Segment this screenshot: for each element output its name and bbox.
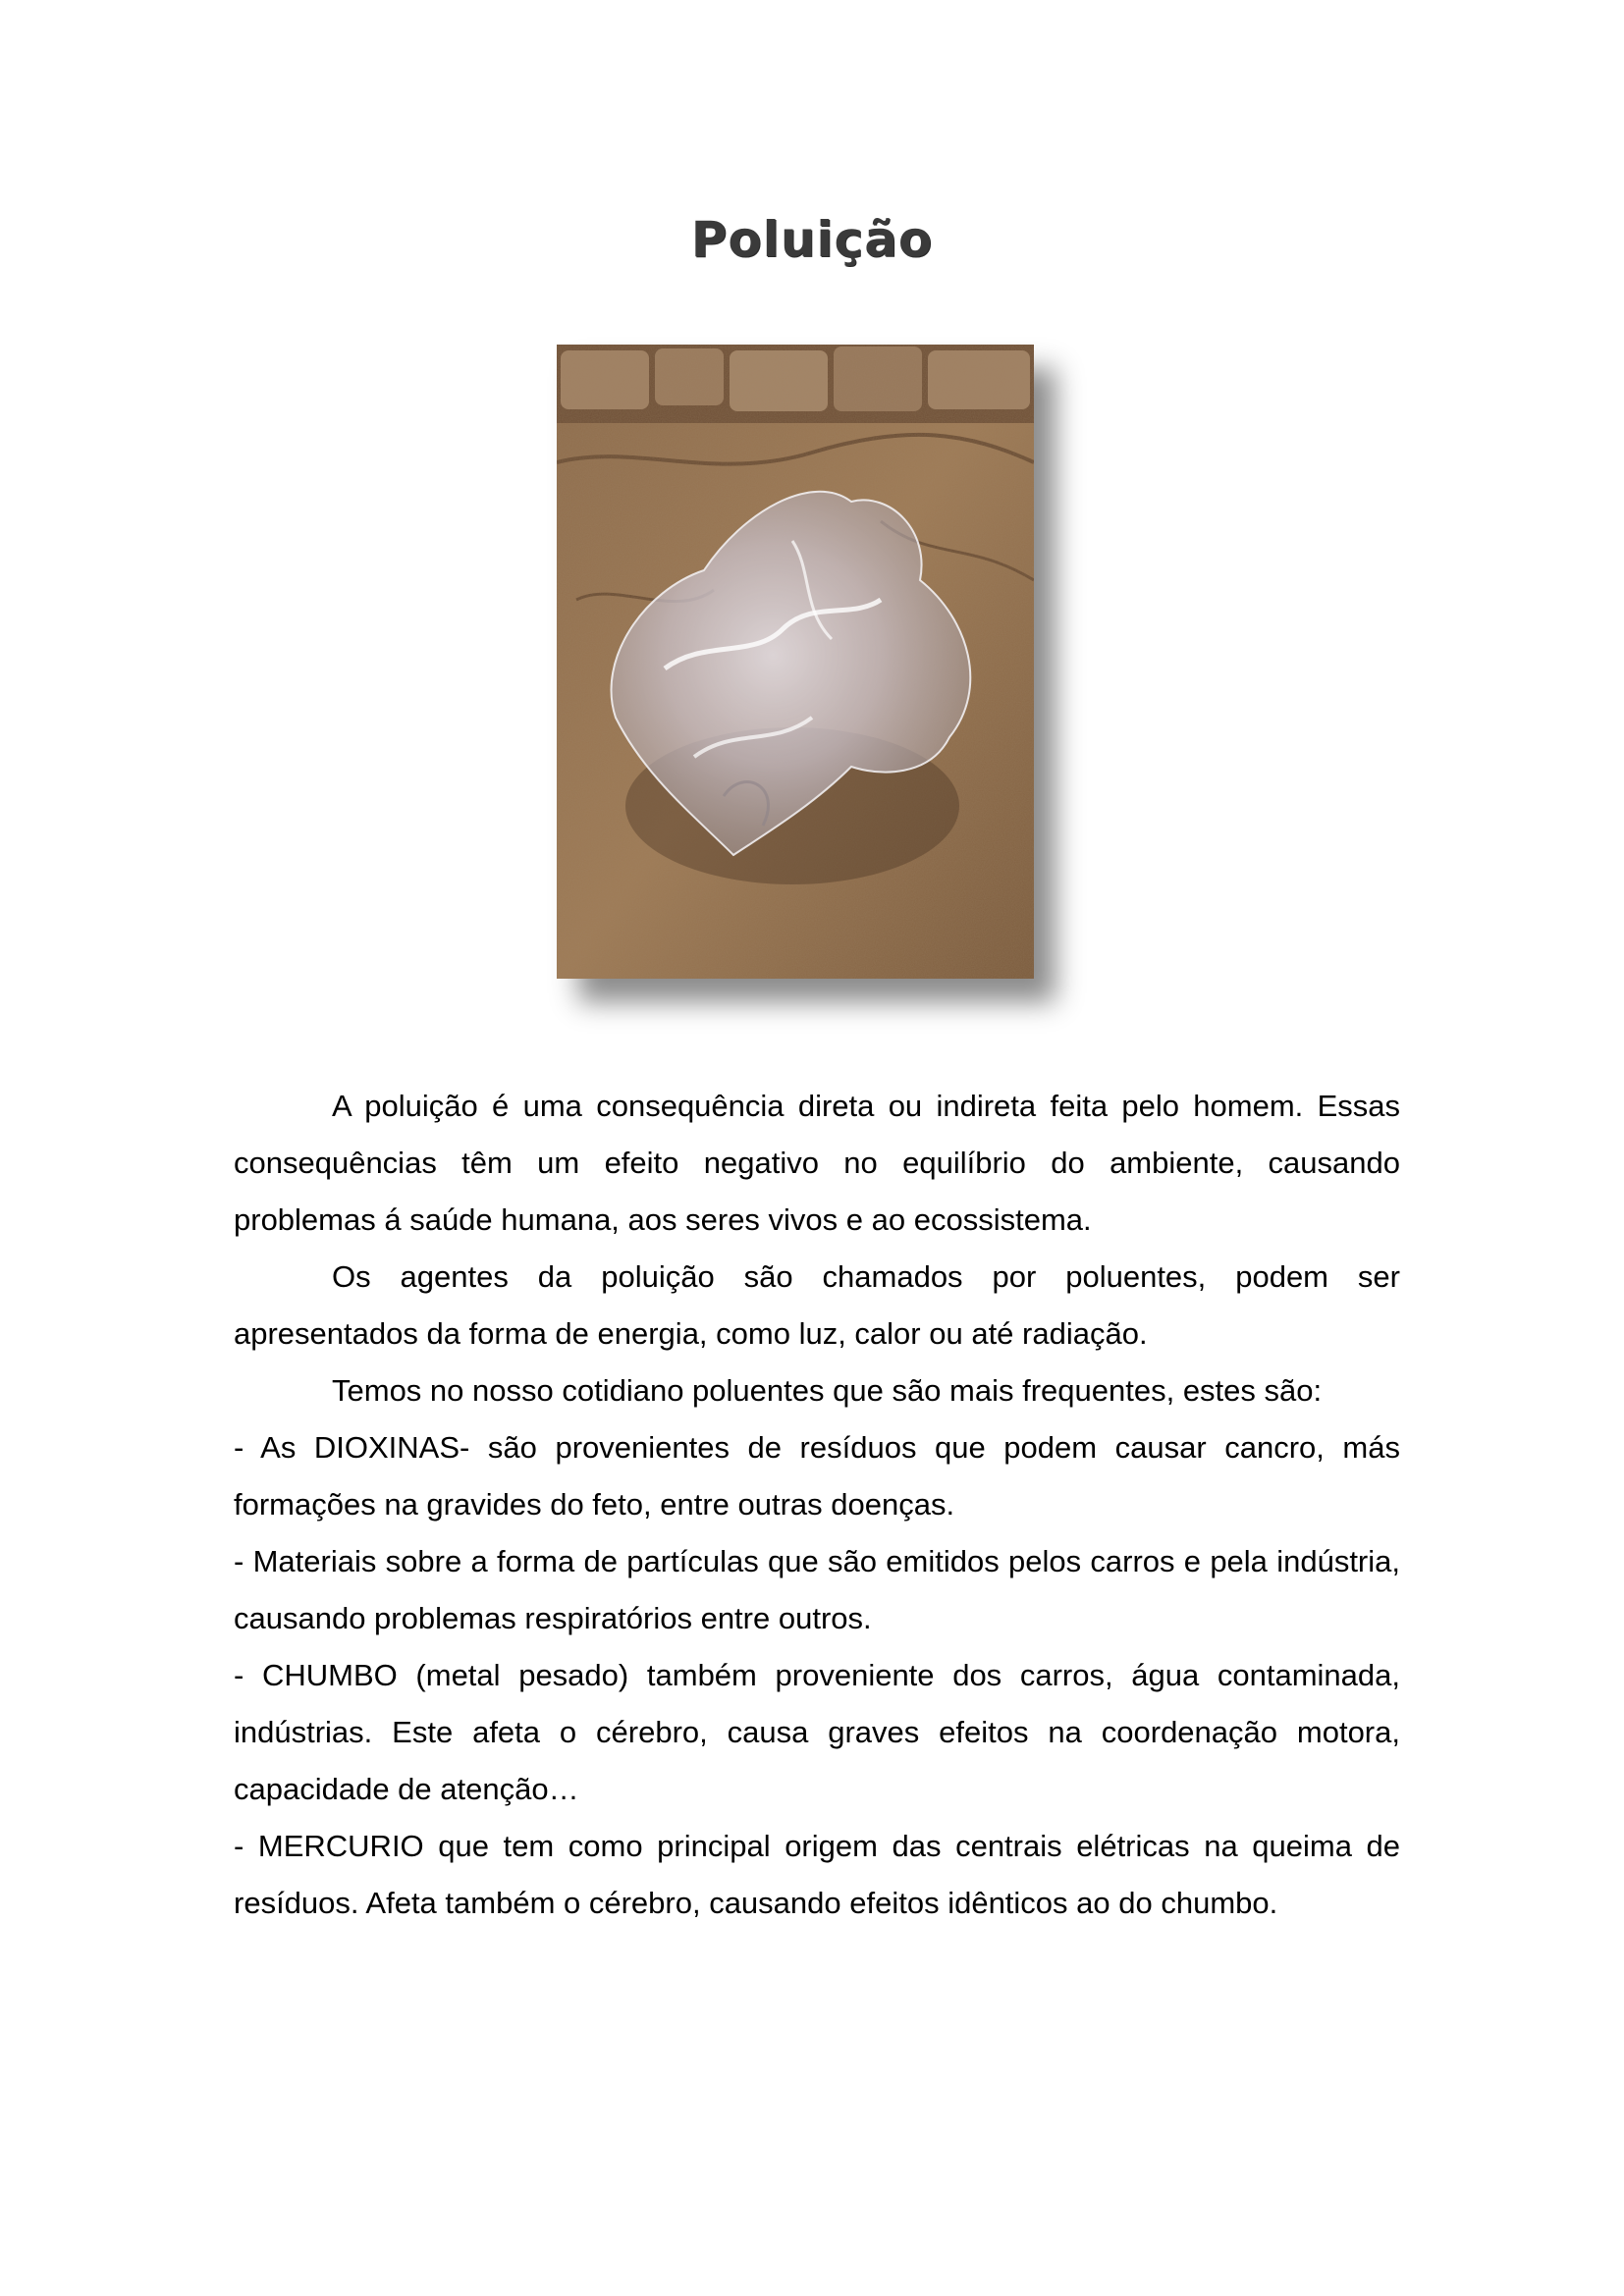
body-text <box>234 1078 1400 1932</box>
paragraph-pollutants: Temos no nosso cotidiano poluentes que são mais frequentes, estes são: <box>332 1373 1323 1408</box>
plastic-bag-photo <box>557 345 1034 979</box>
plastic-bag-photo-graphic <box>557 345 1034 979</box>
list-item-particles: - Materiais sobre a forma de partículas que são emitidos pelos carros e pela indústria, causando problemas respiratórios entre outros. <box>234 1544 1400 1635</box>
list-item-mercury: - MERCURIO que tem como principal origem das centrais elétricas na queima de resíduos. Afeta também o cérebro, causando efeitos idênticos ao do chumbo. <box>234 1829 1400 1920</box>
list-item-dioxins: - As DIOXINAS- são provenientes de resíduos que podem causar cancro, más formações na gravides do feto, entre outras doenças. <box>234 1430 1400 1522</box>
paragraph-intro: A poluição é uma consequência direta ou indireta feita pelo homem. Essas consequências têm um efeito negativo no equilíbrio do ambiente, causando problemas á saúde humana, aos seres vivos e ao ecossistema. <box>234 1089 1400 1237</box>
list-item-lead: - CHUMBO (metal pesado) também proveniente dos carros, água contaminada, indústrias. Este afeta o cérebro, causa graves efeitos na coordenação motora, capacidade de atenção… <box>234 1658 1400 1806</box>
paragraph-agents: Os agentes da poluição são chamados por poluentes, podem ser apresentados da forma de energia, como luz, calor ou até radiação. <box>234 1259 1400 1351</box>
page-title: Poluição <box>690 211 934 268</box>
